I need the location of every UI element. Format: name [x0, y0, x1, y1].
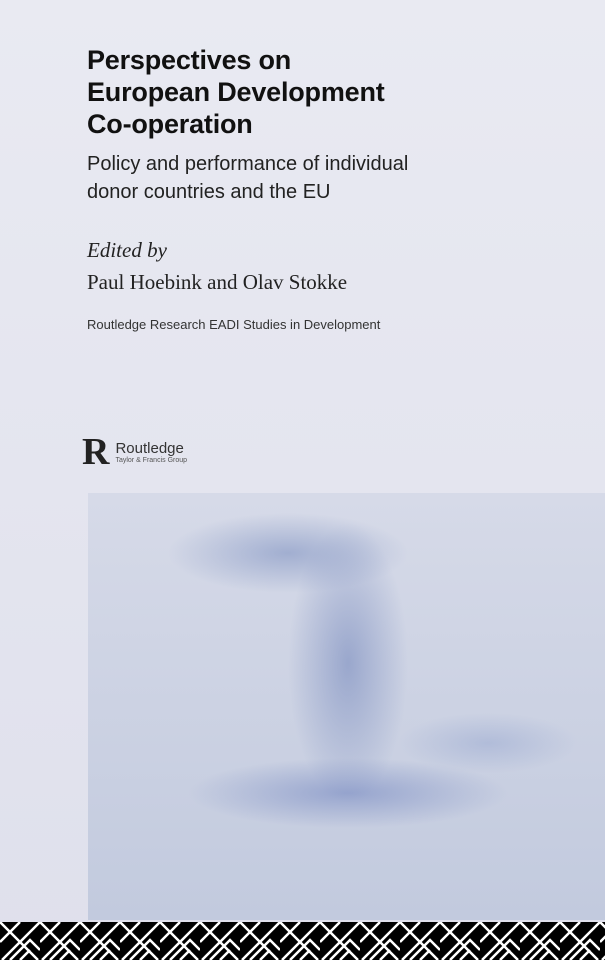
- publisher-name: Routledge: [115, 439, 184, 457]
- decorative-pattern-band: [0, 922, 605, 960]
- edited-by-label: Edited by: [87, 238, 167, 262]
- routledge-r-logo-icon: R: [82, 431, 110, 473]
- editors: Paul Hoebink and Olav Stokke: [87, 270, 348, 294]
- series-name: Routledge Research EADI Studies in Development: [87, 317, 381, 332]
- publisher-group: Taylor & Francis Group: [115, 456, 188, 464]
- book-subtitle: [87, 150, 408, 206]
- title-line: Co-operation: [87, 109, 253, 139]
- publisher-logo: [82, 433, 187, 471]
- pattern-icon: [0, 922, 605, 960]
- title-line: European Development: [87, 77, 385, 107]
- subtitle-line: Policy and performance of individual: [87, 153, 409, 175]
- subtitle-line: donor countries and the EU: [87, 181, 331, 203]
- book-title: [87, 44, 385, 140]
- cover-photo: [88, 493, 605, 920]
- title-line: Perspectives on: [87, 45, 292, 75]
